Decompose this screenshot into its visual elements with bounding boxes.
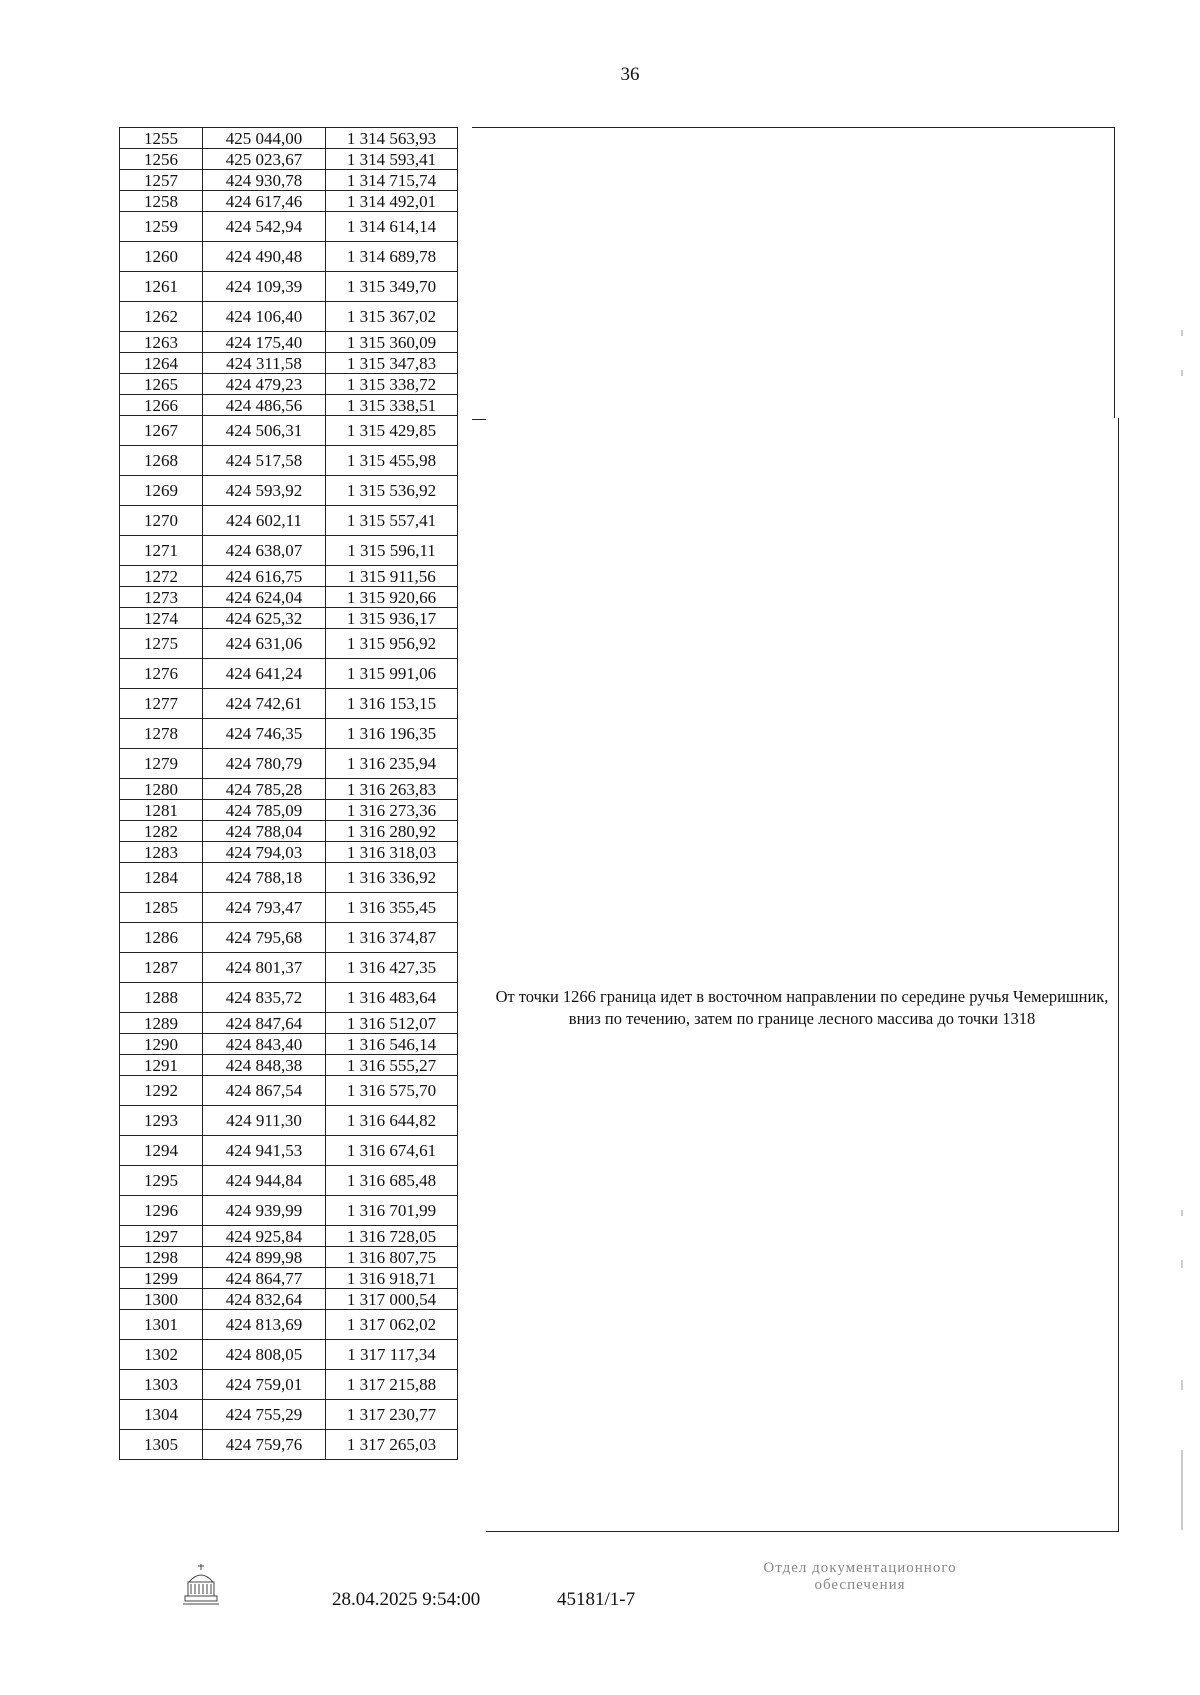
point-number-cell: 1263	[120, 332, 203, 353]
table-row	[120, 821, 458, 842]
y-coordinate-cell: 1 316 918,71	[326, 1268, 458, 1289]
x-coordinate-cell: 424 864,77	[203, 1268, 326, 1289]
x-coordinate-cell: 424 793,47	[203, 893, 326, 923]
point-number-cell: 1285	[120, 893, 203, 923]
x-coordinate-cell: 424 939,99	[203, 1196, 326, 1226]
table-row	[120, 1196, 458, 1226]
table-row	[120, 128, 458, 149]
table-row	[120, 1400, 458, 1430]
footer-document-code: 45181/1-7	[557, 1589, 636, 1610]
table-row	[120, 923, 458, 953]
point-number-cell: 1292	[120, 1076, 203, 1106]
table-row	[120, 566, 458, 587]
x-coordinate-cell: 424 755,29	[203, 1400, 326, 1430]
x-coordinate-cell: 424 109,39	[203, 272, 326, 302]
y-coordinate-cell: 1 314 492,01	[326, 191, 458, 212]
stamp-line-2: обеспечения	[814, 1577, 906, 1593]
x-coordinate-cell: 424 490,48	[203, 242, 326, 272]
emblem-icon	[180, 1560, 222, 1608]
x-coordinate-cell: 424 930,78	[203, 170, 326, 191]
point-number-cell: 1300	[120, 1289, 203, 1310]
point-number-cell: 1286	[120, 923, 203, 953]
y-coordinate-cell: 1 315 936,17	[326, 608, 458, 629]
page-number: 36	[620, 64, 640, 85]
table-row	[120, 1268, 458, 1289]
y-coordinate-cell: 1 316 235,94	[326, 749, 458, 779]
y-coordinate-cell: 1 315 347,83	[326, 353, 458, 374]
y-coordinate-cell: 1 314 593,41	[326, 149, 458, 170]
table-row	[120, 1076, 458, 1106]
y-coordinate-cell: 1 316 355,45	[326, 893, 458, 923]
y-coordinate-cell: 1 315 338,72	[326, 374, 458, 395]
y-coordinate-cell: 1 316 644,82	[326, 1106, 458, 1136]
point-number-cell: 1270	[120, 506, 203, 536]
point-number-cell: 1289	[120, 1013, 203, 1034]
y-coordinate-cell: 1 316 263,83	[326, 779, 458, 800]
point-number-cell: 1281	[120, 800, 203, 821]
x-coordinate-cell: 424 617,46	[203, 191, 326, 212]
x-coordinate-cell: 425 044,00	[203, 128, 326, 149]
x-coordinate-cell: 424 625,32	[203, 608, 326, 629]
point-number-cell: 1264	[120, 353, 203, 374]
table-row	[120, 689, 458, 719]
point-number-cell: 1258	[120, 191, 203, 212]
y-coordinate-cell: 1 316 807,75	[326, 1247, 458, 1268]
y-coordinate-cell: 1 317 230,77	[326, 1400, 458, 1430]
table-row	[120, 842, 458, 863]
point-number-cell: 1303	[120, 1370, 203, 1400]
point-number-cell: 1256	[120, 149, 203, 170]
x-coordinate-cell: 424 944,84	[203, 1166, 326, 1196]
table-row	[120, 953, 458, 983]
y-coordinate-cell: 1 316 555,27	[326, 1055, 458, 1076]
table-row	[120, 212, 458, 242]
y-coordinate-cell: 1 317 215,88	[326, 1370, 458, 1400]
table-row	[120, 446, 458, 476]
y-coordinate-cell: 1 315 367,02	[326, 302, 458, 332]
point-number-cell: 1287	[120, 953, 203, 983]
y-coordinate-cell: 1 314 715,74	[326, 170, 458, 191]
table-row	[120, 302, 458, 332]
x-coordinate-cell: 424 835,72	[203, 983, 326, 1013]
x-coordinate-cell: 424 843,40	[203, 1034, 326, 1055]
table-row	[120, 1106, 458, 1136]
table-row	[120, 893, 458, 923]
y-coordinate-cell: 1 315 956,92	[326, 629, 458, 659]
x-coordinate-cell: 424 899,98	[203, 1247, 326, 1268]
table-row	[120, 1226, 458, 1247]
x-coordinate-cell: 424 801,37	[203, 953, 326, 983]
y-coordinate-cell: 1 315 596,11	[326, 536, 458, 566]
table-row	[120, 476, 458, 506]
point-number-cell: 1265	[120, 374, 203, 395]
x-coordinate-cell: 424 593,92	[203, 476, 326, 506]
table-row	[120, 1310, 458, 1340]
x-coordinate-cell: 424 106,40	[203, 302, 326, 332]
y-coordinate-cell: 1 316 701,99	[326, 1196, 458, 1226]
table-row	[120, 983, 458, 1013]
y-coordinate-cell: 1 317 000,54	[326, 1289, 458, 1310]
table-row	[120, 719, 458, 749]
point-number-cell: 1296	[120, 1196, 203, 1226]
x-coordinate-cell: 424 867,54	[203, 1076, 326, 1106]
point-number-cell: 1255	[120, 128, 203, 149]
x-coordinate-cell: 424 788,18	[203, 863, 326, 893]
point-number-cell: 1259	[120, 212, 203, 242]
table-row	[120, 1034, 458, 1055]
table-row	[120, 191, 458, 212]
x-coordinate-cell: 424 941,53	[203, 1136, 326, 1166]
y-coordinate-cell: 1 316 674,61	[326, 1136, 458, 1166]
point-number-cell: 1298	[120, 1247, 203, 1268]
x-coordinate-cell: 424 742,61	[203, 689, 326, 719]
x-coordinate-cell: 424 759,01	[203, 1370, 326, 1400]
table-row	[120, 659, 458, 689]
y-coordinate-cell: 1 315 360,09	[326, 332, 458, 353]
x-coordinate-cell: 424 506,31	[203, 416, 326, 446]
x-coordinate-cell: 424 638,07	[203, 536, 326, 566]
x-coordinate-cell: 424 486,56	[203, 395, 326, 416]
y-coordinate-cell: 1 315 338,51	[326, 395, 458, 416]
x-coordinate-cell: 424 616,75	[203, 566, 326, 587]
x-coordinate-cell: 424 311,58	[203, 353, 326, 374]
point-number-cell: 1261	[120, 272, 203, 302]
y-coordinate-cell: 1 317 265,03	[326, 1430, 458, 1460]
table-row	[120, 395, 458, 416]
point-number-cell: 1273	[120, 587, 203, 608]
y-coordinate-cell: 1 316 273,36	[326, 800, 458, 821]
point-number-cell: 1278	[120, 719, 203, 749]
x-coordinate-cell: 424 746,35	[203, 719, 326, 749]
table-row	[120, 536, 458, 566]
y-coordinate-cell: 1 315 557,41	[326, 506, 458, 536]
x-coordinate-cell: 424 848,38	[203, 1055, 326, 1076]
x-coordinate-cell: 424 759,76	[203, 1430, 326, 1460]
point-number-cell: 1260	[120, 242, 203, 272]
x-coordinate-cell: 424 832,64	[203, 1289, 326, 1310]
x-coordinate-cell: 424 813,69	[203, 1310, 326, 1340]
table-row	[120, 374, 458, 395]
x-coordinate-cell: 424 794,03	[203, 842, 326, 863]
y-coordinate-cell: 1 316 512,07	[326, 1013, 458, 1034]
table-row	[120, 1055, 458, 1076]
point-number-cell: 1257	[120, 170, 203, 191]
point-number-cell: 1305	[120, 1430, 203, 1460]
table-row	[120, 272, 458, 302]
x-coordinate-cell: 424 631,06	[203, 629, 326, 659]
y-coordinate-cell: 1 315 429,85	[326, 416, 458, 446]
table-row	[120, 608, 458, 629]
point-number-cell: 1302	[120, 1340, 203, 1370]
stamp-line-1: Отдел документационного	[763, 1560, 957, 1576]
point-number-cell: 1267	[120, 416, 203, 446]
point-number-cell: 1293	[120, 1106, 203, 1136]
y-coordinate-cell: 1 315 349,70	[326, 272, 458, 302]
table-row	[120, 1166, 458, 1196]
table-row	[120, 506, 458, 536]
table-row	[120, 332, 458, 353]
y-coordinate-cell: 1 317 062,02	[326, 1310, 458, 1340]
x-coordinate-cell: 424 624,04	[203, 587, 326, 608]
x-coordinate-cell: 424 542,94	[203, 212, 326, 242]
table-row	[120, 1370, 458, 1400]
y-coordinate-cell: 1 314 563,93	[326, 128, 458, 149]
table-row	[120, 416, 458, 446]
point-number-cell: 1283	[120, 842, 203, 863]
point-number-cell: 1271	[120, 536, 203, 566]
x-coordinate-cell: 424 780,79	[203, 749, 326, 779]
y-coordinate-cell: 1 316 728,05	[326, 1226, 458, 1247]
point-number-cell: 1279	[120, 749, 203, 779]
x-coordinate-cell: 424 641,24	[203, 659, 326, 689]
y-coordinate-cell: 1 314 614,14	[326, 212, 458, 242]
description-cell	[486, 418, 1119, 1532]
x-coordinate-cell: 424 175,40	[203, 332, 326, 353]
table-row	[120, 242, 458, 272]
y-coordinate-cell: 1 315 536,92	[326, 476, 458, 506]
description-cell-empty	[472, 127, 1115, 420]
y-coordinate-cell: 1 315 455,98	[326, 446, 458, 476]
y-coordinate-cell: 1 315 991,06	[326, 659, 458, 689]
table-row	[120, 1013, 458, 1034]
y-coordinate-cell: 1 314 689,78	[326, 242, 458, 272]
table-row	[120, 1289, 458, 1310]
table-row	[120, 1340, 458, 1370]
coordinates-table-body	[120, 128, 458, 1460]
point-number-cell: 1295	[120, 1166, 203, 1196]
boundary-description: От точки 1266 граница идет в восточном направлении по середине ручья Чемеришник, вниз по течению, затем по границе лесного массива до точки 1318	[495, 987, 1109, 1028]
point-number-cell: 1294	[120, 1136, 203, 1166]
x-coordinate-cell: 424 602,11	[203, 506, 326, 536]
y-coordinate-cell: 1 317 117,34	[326, 1340, 458, 1370]
y-coordinate-cell: 1 316 280,92	[326, 821, 458, 842]
y-coordinate-cell: 1 316 196,35	[326, 719, 458, 749]
point-number-cell: 1301	[120, 1310, 203, 1340]
table-row	[120, 779, 458, 800]
y-coordinate-cell: 1 316 427,35	[326, 953, 458, 983]
table-row	[120, 800, 458, 821]
x-coordinate-cell: 424 788,04	[203, 821, 326, 842]
x-coordinate-cell: 424 808,05	[203, 1340, 326, 1370]
department-stamp	[690, 1560, 1030, 1594]
point-number-cell: 1299	[120, 1268, 203, 1289]
point-number-cell: 1269	[120, 476, 203, 506]
x-coordinate-cell: 424 479,23	[203, 374, 326, 395]
x-coordinate-cell: 424 911,30	[203, 1106, 326, 1136]
y-coordinate-cell: 1 315 920,66	[326, 587, 458, 608]
x-coordinate-cell: 424 517,58	[203, 446, 326, 476]
y-coordinate-cell: 1 316 546,14	[326, 1034, 458, 1055]
table-row	[120, 149, 458, 170]
x-coordinate-cell: 424 847,64	[203, 1013, 326, 1034]
point-number-cell: 1274	[120, 608, 203, 629]
x-coordinate-cell: 424 795,68	[203, 923, 326, 953]
point-number-cell: 1304	[120, 1400, 203, 1430]
y-coordinate-cell: 1 316 336,92	[326, 863, 458, 893]
table-row	[120, 863, 458, 893]
y-coordinate-cell: 1 316 153,15	[326, 689, 458, 719]
point-number-cell: 1275	[120, 629, 203, 659]
x-coordinate-cell: 424 785,09	[203, 800, 326, 821]
y-coordinate-cell: 1 316 318,03	[326, 842, 458, 863]
y-coordinate-cell: 1 316 685,48	[326, 1166, 458, 1196]
y-coordinate-cell: 1 316 483,64	[326, 983, 458, 1013]
y-coordinate-cell: 1 316 575,70	[326, 1076, 458, 1106]
point-number-cell: 1272	[120, 566, 203, 587]
table-row	[120, 749, 458, 779]
point-number-cell: 1277	[120, 689, 203, 719]
y-coordinate-cell: 1 316 374,87	[326, 923, 458, 953]
point-number-cell: 1276	[120, 659, 203, 689]
x-coordinate-cell: 424 785,28	[203, 779, 326, 800]
x-coordinate-cell: 425 023,67	[203, 149, 326, 170]
y-coordinate-cell: 1 315 911,56	[326, 566, 458, 587]
point-number-cell: 1290	[120, 1034, 203, 1055]
point-number-cell: 1291	[120, 1055, 203, 1076]
table-row	[120, 1136, 458, 1166]
footer-date: 28.04.2025 9:54:00	[332, 1589, 481, 1610]
table-row	[120, 587, 458, 608]
scan-edge-marks	[1180, 330, 1184, 1530]
table-row	[120, 170, 458, 191]
table-row	[120, 1247, 458, 1268]
point-number-cell: 1297	[120, 1226, 203, 1247]
point-number-cell: 1288	[120, 983, 203, 1013]
point-number-cell: 1284	[120, 863, 203, 893]
point-number-cell: 1268	[120, 446, 203, 476]
point-number-cell: 1262	[120, 302, 203, 332]
point-number-cell: 1282	[120, 821, 203, 842]
x-coordinate-cell: 424 925,84	[203, 1226, 326, 1247]
point-number-cell: 1280	[120, 779, 203, 800]
point-number-cell: 1266	[120, 395, 203, 416]
table-row	[120, 1430, 458, 1460]
table-row	[120, 629, 458, 659]
table-row	[120, 353, 458, 374]
coordinates-table	[119, 127, 458, 1460]
